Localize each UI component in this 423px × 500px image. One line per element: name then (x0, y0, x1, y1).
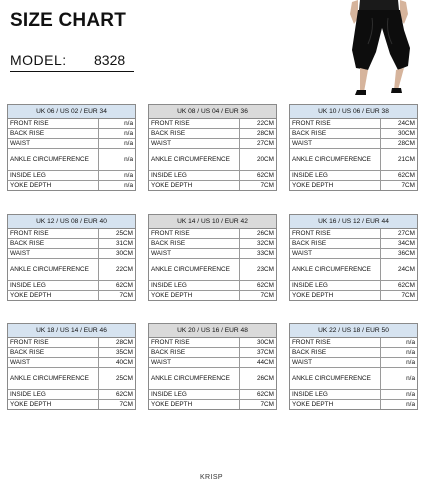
table-row (8, 149, 135, 171)
measurement-value: n/a (406, 338, 415, 346)
measurement-label: BACK RISE (8, 239, 99, 248)
size-table-header: UK 10 / US 06 / EUR 38 (290, 105, 417, 119)
measurement-value: n/a (124, 171, 133, 179)
shoe-right (391, 88, 402, 93)
measurement-value: 22CM (115, 265, 133, 273)
measurement-label: FRONT RISE (290, 338, 381, 347)
table-row (8, 259, 135, 281)
table-row (149, 348, 276, 358)
measurement-label: ANKLE CIRCUMFERENCE (149, 149, 240, 170)
size-table-header: UK 12 / US 08 / EUR 40 (8, 215, 135, 229)
measurement-label: BACK RISE (149, 239, 240, 248)
measurement-label: WAIST (290, 139, 381, 148)
table-row (290, 119, 417, 129)
measurement-label: ANKLE CIRCUMFERENCE (8, 259, 99, 280)
size-table (289, 104, 418, 191)
measurement-value: 62CM (256, 390, 274, 398)
measurement-label: INSIDE LEG (149, 281, 240, 290)
measurement-value: 7CM (260, 181, 274, 189)
measurement-value: n/a (406, 358, 415, 366)
measurement-value: 28CM (256, 129, 274, 137)
table-row (8, 400, 135, 409)
table-row (290, 149, 417, 171)
measurement-value: 33CM (256, 249, 274, 257)
measurement-value: 22CM (256, 119, 274, 127)
size-table (148, 214, 277, 301)
measurement-value: 7CM (260, 400, 274, 408)
model-photo (338, 0, 423, 100)
measurement-label: FRONT RISE (290, 119, 381, 128)
measurement-value: 28CM (115, 338, 133, 346)
table-row (290, 281, 417, 291)
table-row (8, 181, 135, 190)
table-row (290, 348, 417, 358)
measurement-value: 32CM (256, 239, 274, 247)
measurement-value: n/a (406, 400, 415, 408)
table-row (290, 249, 417, 259)
measurement-value: 27CM (397, 229, 415, 237)
measurement-label: FRONT RISE (8, 229, 99, 238)
measurement-value: n/a (406, 348, 415, 356)
measurement-value: 28CM (397, 139, 415, 147)
table-row (8, 390, 135, 400)
table-row (8, 291, 135, 300)
table-row (149, 249, 276, 259)
measurement-label: WAIST (290, 358, 381, 367)
table-row (149, 181, 276, 190)
table-row (8, 139, 135, 149)
measurement-label: FRONT RISE (8, 119, 99, 128)
table-row (149, 390, 276, 400)
model-line (10, 52, 134, 72)
measurement-label: FRONT RISE (290, 229, 381, 238)
size-table-header: UK 08 / US 04 / EUR 36 (149, 105, 276, 119)
measurement-label: YOKE DEPTH (149, 291, 240, 300)
shoe-left (355, 90, 366, 95)
leg-right (394, 68, 404, 90)
size-table (289, 214, 418, 301)
measurement-label: WAIST (149, 249, 240, 258)
measurement-label: WAIST (8, 249, 99, 258)
size-table (148, 104, 277, 191)
measurement-value: 62CM (256, 171, 274, 179)
measurement-value: 27CM (256, 139, 274, 147)
table-row (149, 119, 276, 129)
measurement-value: 21CM (397, 155, 415, 163)
measurement-label: YOKE DEPTH (290, 181, 381, 190)
measurement-value: 40CM (115, 358, 133, 366)
table-row (290, 239, 417, 249)
table-row (149, 129, 276, 139)
size-table (148, 323, 277, 410)
measurement-label: YOKE DEPTH (8, 181, 99, 190)
table-row (290, 400, 417, 409)
measurement-label: WAIST (8, 358, 99, 367)
measurement-value: 62CM (397, 171, 415, 179)
measurement-value: n/a (406, 374, 415, 382)
measurement-label: INSIDE LEG (8, 281, 99, 290)
measurement-value: 34CM (397, 239, 415, 247)
size-table-header: UK 06 / US 02 / EUR 34 (8, 105, 135, 119)
measurement-value: 25CM (115, 374, 133, 382)
measurement-label: FRONT RISE (8, 338, 99, 347)
measurement-value: 25CM (115, 229, 133, 237)
table-row (149, 239, 276, 249)
measurement-label: FRONT RISE (149, 338, 240, 347)
size-table-header: UK 14 / US 10 / EUR 42 (149, 215, 276, 229)
measurement-label: WAIST (290, 249, 381, 258)
table-row (8, 338, 135, 348)
table-row (149, 229, 276, 239)
table-row (290, 291, 417, 300)
table-row (290, 368, 417, 390)
measurement-label: ANKLE CIRCUMFERENCE (290, 259, 381, 280)
table-row (149, 149, 276, 171)
measurement-label: ANKLE CIRCUMFERENCE (8, 149, 99, 170)
measurement-label: BACK RISE (290, 239, 381, 248)
brand-footer: KRISP (199, 474, 223, 481)
measurement-label: BACK RISE (8, 348, 99, 357)
measurement-value: 24CM (397, 265, 415, 273)
measurement-label: WAIST (149, 358, 240, 367)
size-table-header: UK 22 / US 18 / EUR 50 (290, 324, 417, 338)
measurement-label: YOKE DEPTH (8, 291, 99, 300)
table-row (290, 129, 417, 139)
measurement-value: 7CM (119, 291, 133, 299)
measurement-value: 36CM (397, 249, 415, 257)
measurement-label: ANKLE CIRCUMFERENCE (149, 259, 240, 280)
table-row (290, 338, 417, 348)
measurement-value: 20CM (256, 155, 274, 163)
leg-left (360, 68, 368, 92)
measurement-label: INSIDE LEG (290, 171, 381, 180)
table-row (8, 171, 135, 181)
measurement-value: 62CM (115, 390, 133, 398)
table-row (290, 259, 417, 281)
measurement-label: ANKLE CIRCUMFERENCE (290, 149, 381, 170)
measurement-label: YOKE DEPTH (8, 400, 99, 409)
measurement-value: n/a (124, 129, 133, 137)
measurement-value: 62CM (256, 281, 274, 289)
measurement-value: n/a (124, 139, 133, 147)
measurement-label: BACK RISE (290, 129, 381, 138)
table-row (149, 358, 276, 368)
measurement-label: YOKE DEPTH (290, 400, 381, 409)
table-row (8, 281, 135, 291)
measurement-label: FRONT RISE (149, 229, 240, 238)
measurement-value: 31CM (115, 239, 133, 247)
measurement-label: ANKLE CIRCUMFERENCE (8, 368, 99, 389)
measurement-label: INSIDE LEG (8, 390, 99, 399)
measurement-value: 62CM (397, 281, 415, 289)
measurement-value: 7CM (119, 400, 133, 408)
measurement-value: 26CM (256, 229, 274, 237)
measurement-label: WAIST (149, 139, 240, 148)
measurement-label: BACK RISE (149, 129, 240, 138)
top-garment (359, 0, 399, 10)
measurement-value: 30CM (115, 249, 133, 257)
table-row (8, 358, 135, 368)
table-row (8, 129, 135, 139)
model-label: MODEL: (10, 52, 67, 68)
page-title: SIZE CHART (10, 10, 126, 31)
table-row (8, 239, 135, 249)
measurement-label: FRONT RISE (149, 119, 240, 128)
size-table (289, 323, 418, 410)
table-row (290, 229, 417, 239)
table-row (149, 291, 276, 300)
table-row (8, 229, 135, 239)
measurement-label: BACK RISE (290, 348, 381, 357)
measurement-label: INSIDE LEG (149, 390, 240, 399)
table-row (149, 400, 276, 409)
measurement-value: 44CM (256, 358, 274, 366)
measurement-value: 30CM (397, 129, 415, 137)
measurement-value: n/a (124, 181, 133, 189)
measurement-label: YOKE DEPTH (149, 400, 240, 409)
table-row (149, 139, 276, 149)
table-row (8, 119, 135, 129)
table-row (149, 338, 276, 348)
measurement-value: 7CM (401, 181, 415, 189)
size-table (7, 323, 136, 410)
measurement-value: 24CM (397, 119, 415, 127)
table-row (149, 171, 276, 181)
table-row (149, 259, 276, 281)
measurement-label: WAIST (8, 139, 99, 148)
table-row (8, 249, 135, 259)
measurement-value: 37CM (256, 348, 274, 356)
table-row (8, 368, 135, 390)
table-row (290, 358, 417, 368)
table-row (290, 181, 417, 190)
measurement-label: BACK RISE (149, 348, 240, 357)
measurement-label: INSIDE LEG (149, 171, 240, 180)
measurement-label: INSIDE LEG (8, 171, 99, 180)
measurement-label: ANKLE CIRCUMFERENCE (149, 368, 240, 389)
measurement-value: 23CM (256, 265, 274, 273)
measurement-value: 26CM (256, 374, 274, 382)
table-row (149, 281, 276, 291)
measurement-label: YOKE DEPTH (290, 291, 381, 300)
measurement-value: n/a (124, 155, 133, 163)
measurement-value: n/a (124, 119, 133, 127)
measurement-label: ANKLE CIRCUMFERENCE (290, 368, 381, 389)
table-row (8, 348, 135, 358)
measurement-label: BACK RISE (8, 129, 99, 138)
measurement-label: INSIDE LEG (290, 281, 381, 290)
size-table-header: UK 16 / US 12 / EUR 44 (290, 215, 417, 229)
measurement-value: 7CM (260, 291, 274, 299)
size-table (7, 104, 136, 191)
measurement-value: n/a (406, 390, 415, 398)
model-number: 8328 (94, 52, 126, 68)
harem-pants (352, 10, 410, 70)
size-table (7, 214, 136, 301)
measurement-value: 35CM (115, 348, 133, 356)
measurement-value: 7CM (401, 291, 415, 299)
size-table-header: UK 18 / US 14 / EUR 46 (8, 324, 135, 338)
table-row (290, 139, 417, 149)
table-row (290, 390, 417, 400)
measurement-label: YOKE DEPTH (149, 181, 240, 190)
measurement-value: 30CM (256, 338, 274, 346)
table-row (149, 368, 276, 390)
measurement-value: 62CM (115, 281, 133, 289)
measurement-label: INSIDE LEG (290, 390, 381, 399)
table-row (290, 171, 417, 181)
size-table-header: UK 20 / US 16 / EUR 48 (149, 324, 276, 338)
